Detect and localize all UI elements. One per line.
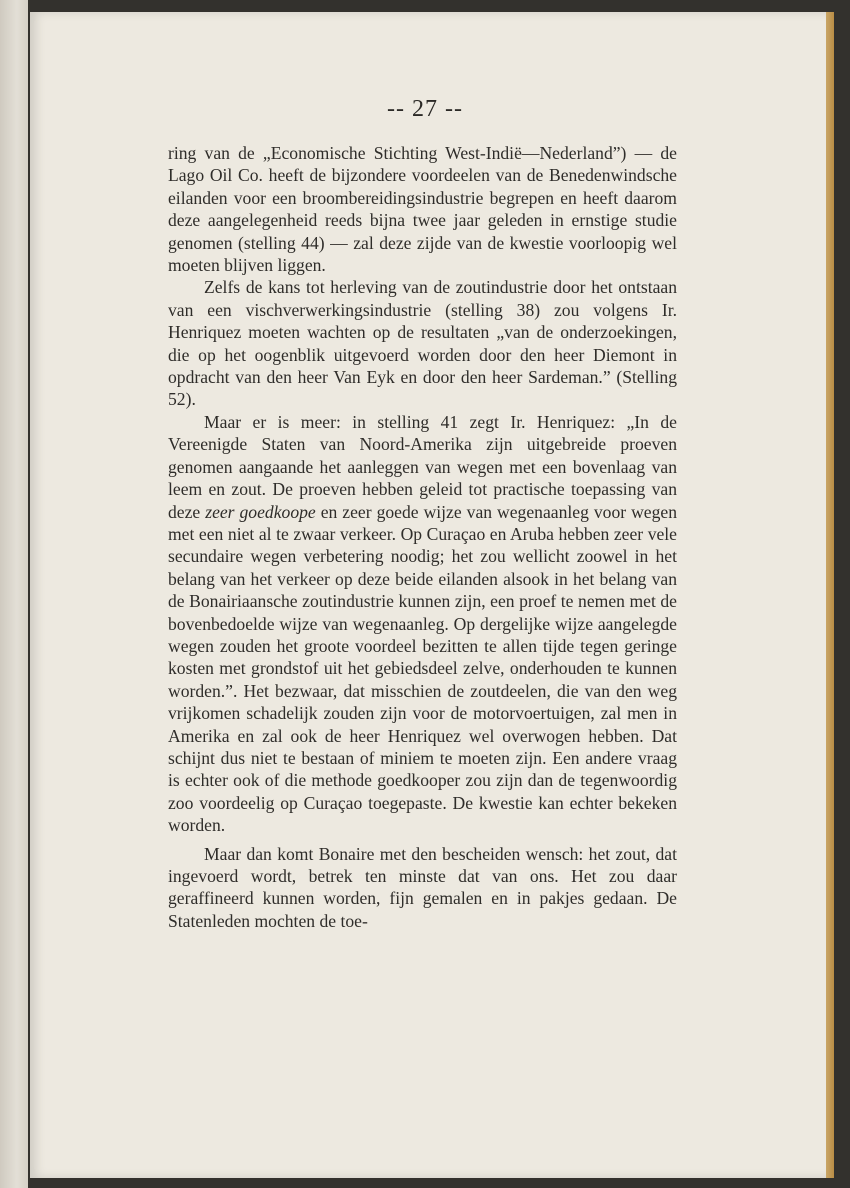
paragraph-4: Maar dan komt Bonaire met den bescheiden wensch: het zout, dat ingevoerd wordt, betrek ten minste dat van ons. Het zou daar geraffineerd kunnen worden, fijn gemalen en in pakjes gedaan. De Statenleden mochten de toe- (168, 843, 677, 931)
paragraph-1: ring van de „Economische Stichting West-Indië—Nederland”) — de Lago Oil Co. heeft de bijzondere voordeelen van de Benedenwindsche eilanden voor een broombereidingsindustrie begrepen en heeft daarom deze aangelegenheid reeds bijna twee jaar geleden in ernstige studie genomen (stelling 44) — zal deze zijde van de kwestie voorloopig wel moeten blijven liggen. (168, 143, 677, 276)
paragraph-3 (168, 411, 677, 837)
paragraph-3-part-a: Maar er is meer: in stelling 41 zegt Ir. Henriquez: „In de Vereenigde Staten van Noord-Amerika zijn uitgebreide proeven genomen aangaande het aanleggen van wegen met een bovenlaag van leem en zout. De proeven hebben geleid tot practische toepassing van deze (168, 411, 677, 522)
body-text (168, 142, 677, 932)
paragraph-3-emphasis: zeer goedkoope (205, 501, 316, 522)
page-edge-strip (826, 12, 834, 1178)
paragraph-2: Zelfs de kans tot herleving van de zoutindustrie door het ontstaan van een vischverwerkingsindustrie (stelling 38) zou volgens Ir. Henriquez moeten wachten op de resultaten „van de onderzoekingen, die op het oogenblik uitgevoerd worden door den heer Diemont in opdracht van den heer Van Eyk en door den heer Sardeman.” (Stelling 52). (168, 277, 677, 410)
paragraph-3-part-b: en zeer goede wijze van wegenaanleg voor wegen met een niet al te zwaar verkeer. Op Curaçao en Aruba hebben zeer vele secundaire wegen verbetering noodig; het zou wellicht zoowel in het belang van het verkeer op deze beide eilanden alsook in het belang van de Bonairiaansche zoutindustrie kunnen zijn, een proef te nemen met de bovenbedoelde wijze van wegenaanleg. Op dergelijke wijze aangelegde wegen zouden het groote voordeel bezitten te allen tijde tegen geringe kosten met grondstof uit het gebiedsdeel zelve, onderhouden te kunnen worden.”. Het bezwaar, dat misschien de zoutdeelen, die van den weg vrijkomen schadelijk zouden zijn voor de motorvoertuigen, zal men in Amerika en zal ook de heer Henriquez wel overwogen hebben. Dat schijnt dus niet te bestaan of miniem te moeten zijn. Een andere vraag is echter ook of die methode goedkooper zou zijn dan de tegenwoordig zoo voordeelig op Curaçao toegepaste. De kwestie kan echter bekeken worden. (168, 501, 678, 836)
page-number: -- 27 -- (387, 96, 463, 122)
left-page-edge (0, 0, 28, 1188)
